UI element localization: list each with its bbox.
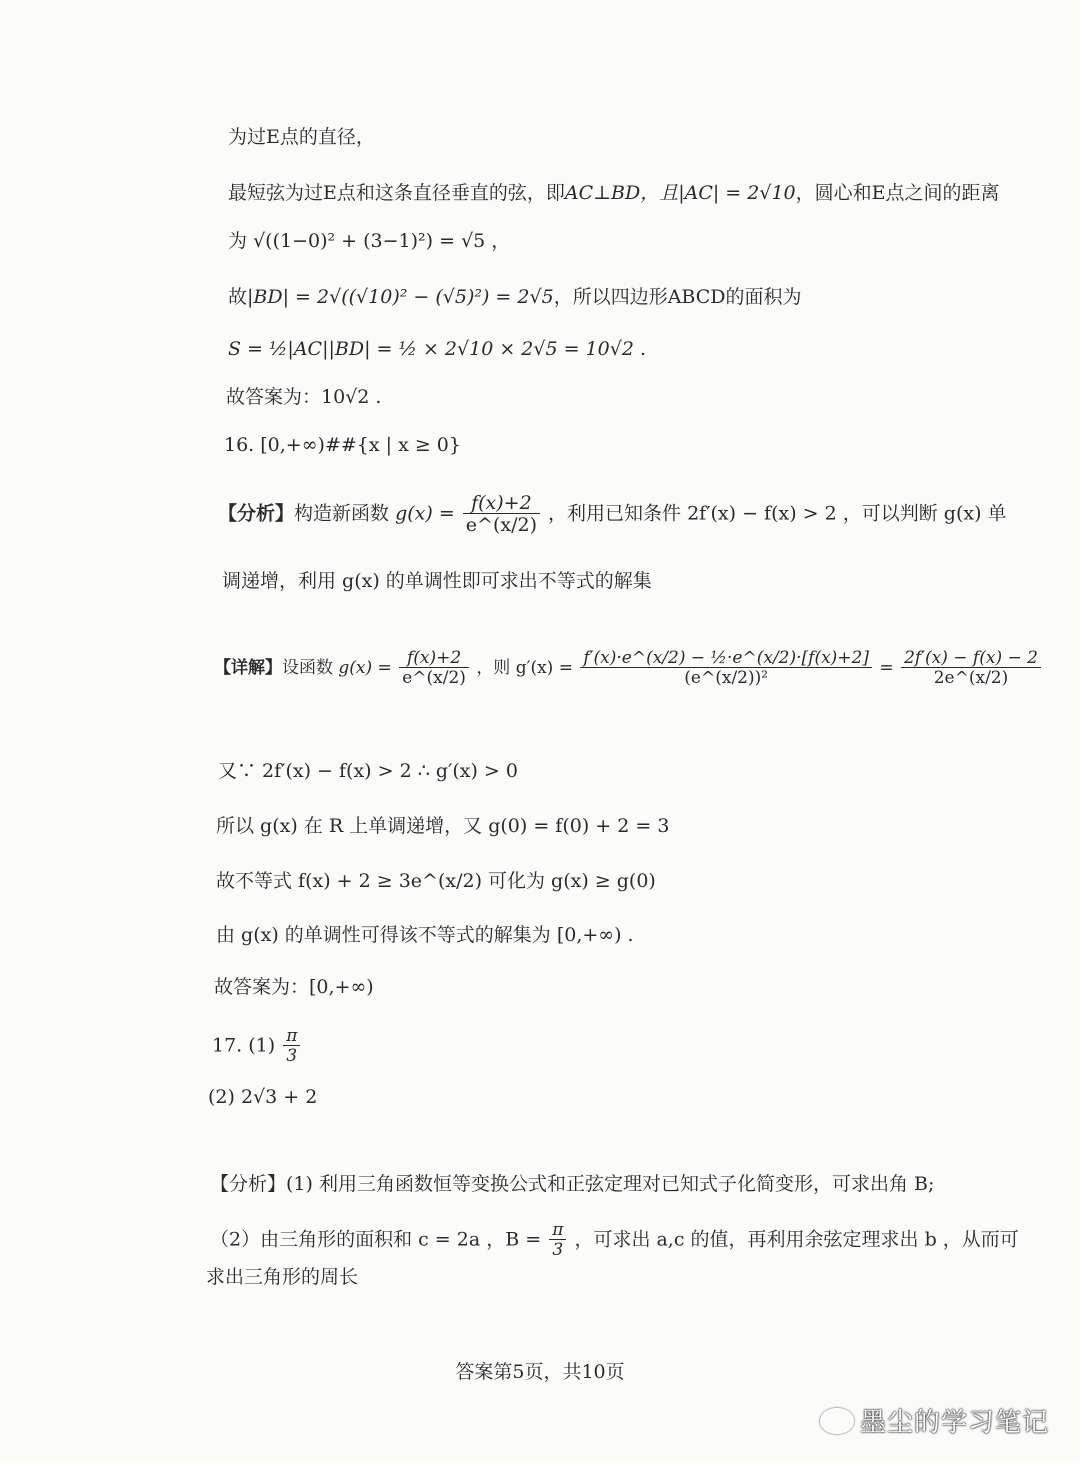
detail-text-1: 设函数 — [282, 658, 333, 678]
q17-1-label: 17. (1) — [212, 1034, 276, 1057]
a17-frac-den: 3 — [549, 1239, 566, 1259]
a17-frac-num: π — [552, 1220, 564, 1240]
line-2a: 最短弦为过E点和这条直径垂直的弦，即 — [228, 182, 565, 204]
detail-frac1-den: e^(x/2) — [399, 667, 469, 687]
line-2c: ，圆心和E点之间的距离 — [795, 182, 1000, 204]
a17-fraction — [549, 1222, 566, 1259]
line-4c: ，所以四边形ABCD的面积为 — [553, 286, 802, 308]
step-4: 由 g(x) 的单调性可得该不等式的解集为 [0,+∞) . — [216, 924, 634, 946]
line-3 — [228, 232, 510, 251]
step-2: 所以 g(x) 在 R 上单调递增，又 g(0) = f(0) + 2 = 3 — [216, 815, 670, 837]
line-4b: |BD| = 2√((√10)² − (√5)²) = 2√5 — [247, 286, 554, 308]
line-6b: 10√2 . — [321, 386, 382, 408]
detail-frac1-num: f(x)+2 — [406, 648, 462, 668]
detail-frac3-num: 2f′(x) − f(x) − 2 — [904, 648, 1038, 668]
step-5: 故答案为：[0,+∞) — [214, 976, 374, 998]
detail-fraction-2 — [580, 650, 872, 687]
step-3: 故不等式 f(x) + 2 ≥ 3e^(x/2) 可化为 g(x) ≥ g(0) — [216, 870, 656, 892]
analysis-17-line-1: 【分析】(1) 利用三角函数恒等变换公式和正弦定理对已知式子化简变形，可求出角 B; — [210, 1173, 935, 1195]
line-3a: 为 — [228, 230, 248, 252]
question-17-part-1 — [212, 1028, 302, 1065]
line-5: S = ½|AC||BD| = ½ × 2√10 × 2√5 = 10√2 . — [228, 338, 647, 360]
question-17-part-2: (2) 2√3 + 2 — [208, 1086, 318, 1108]
a17-2b: ，可求出 a,c 的值，再利用余弦定理求出 b ，从而可 — [574, 1228, 1019, 1251]
line-2b: AC⊥BD，且|AC| = 2√10 — [564, 182, 796, 204]
line-3b: √((1−0)² + (3−1)²) = √5 ， — [253, 230, 511, 252]
q17-1-den: 3 — [283, 1045, 300, 1065]
watermark — [820, 1402, 1049, 1439]
analysis-tag: 【分析】 — [218, 502, 295, 525]
detail-text-2: ，则 g′(x) = — [476, 658, 573, 678]
page-footer: 答案第5页，共10页 — [455, 1361, 625, 1383]
analysis-fraction — [463, 494, 540, 535]
analysis-g: g(x) = — [395, 502, 455, 525]
detail-fraction-1 — [399, 650, 469, 687]
question-16: 16. [0,+∞)##{x | x ≥ 0} — [224, 434, 461, 456]
analysis-frac-den: e^(x/2) — [463, 513, 540, 535]
analysis-text-1: 构造新函数 — [294, 502, 390, 525]
detail-g: g(x) = — [338, 658, 392, 678]
q17-1-num: π — [286, 1026, 298, 1046]
a17-2a: （2）由三角形的面积和 c = 2a ，B = — [210, 1228, 542, 1251]
line-1: 为过E点的直径， — [228, 126, 375, 148]
q17-1-fraction — [283, 1028, 300, 1065]
analysis-16 — [218, 494, 1007, 535]
analysis-frac-num: f(x)+2 — [471, 492, 532, 514]
analysis-16-line-2: 调递增，利用 g(x) 的单调性即可求出不等式的解集 — [222, 570, 652, 592]
detail-frac2-num: f′(x)·e^(x/2) − ½·e^(x/2)·[f(x)+2] — [583, 648, 869, 668]
wechat-icon — [820, 1408, 854, 1434]
detail-16 — [214, 650, 1043, 687]
watermark-text: 墨尘的学习笔记 — [860, 1408, 1050, 1438]
analysis-17-line-3: 求出三角形的周长 — [206, 1266, 359, 1288]
line-4 — [228, 288, 802, 307]
detail-frac2-den: (e^(x/2))² — [580, 667, 872, 687]
detail-eq: = — [879, 658, 894, 678]
step-1: 又∵ 2f′(x) − f(x) > 2 ∴ g′(x) > 0 — [218, 760, 518, 782]
analysis-17-line-2 — [210, 1222, 1019, 1259]
detail-fraction-3 — [901, 650, 1041, 687]
line-6 — [226, 388, 381, 407]
line-2 — [228, 184, 1000, 203]
line-4a: 故 — [228, 286, 248, 308]
detail-tag: 【详解】 — [214, 658, 282, 678]
line-6a: 故答案为： — [226, 386, 322, 408]
detail-frac3-den: 2e^(x/2) — [901, 667, 1041, 687]
analysis-text-2: ，利用已知条件 2f′(x) − f(x) > 2 ，可以判断 g(x) 单 — [548, 502, 1007, 525]
